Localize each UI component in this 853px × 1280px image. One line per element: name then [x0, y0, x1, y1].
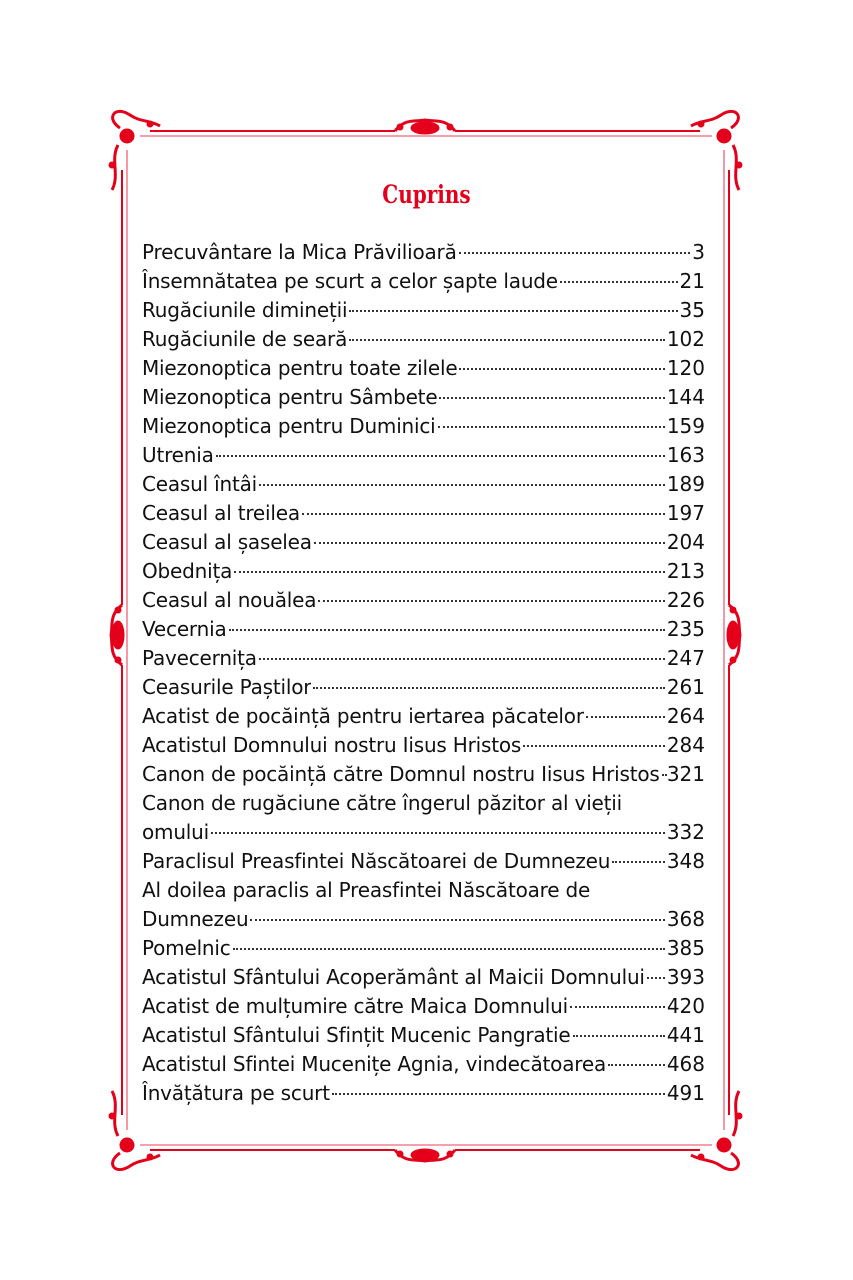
toc-entry-title: Acatistul Sfântului Acoperământ al Maicii Domnului: [142, 965, 645, 989]
toc-entry-page: 120: [666, 356, 705, 380]
toc-entry-title: Canon de pocăință către Domnul nostru Iisus Hristos: [142, 762, 660, 786]
dot-leader: [314, 542, 665, 544]
toc-entry-title-line1: Al doilea paraclis al Preasfintei Născătoare de: [142, 878, 591, 902]
toc-entry-title: Paraclisul Preasfintei Născătoarei de Dumnezeu: [142, 849, 611, 873]
toc-entry-page: 235: [666, 617, 705, 641]
toc-entry-page: 102: [666, 327, 705, 351]
dot-leader: [349, 310, 677, 312]
toc-entry-page: 163: [666, 443, 705, 467]
left-center-ornament: [111, 605, 124, 665]
corner-ornament-top-right: [691, 111, 742, 190]
dot-leader: [349, 339, 665, 341]
toc-entry-first-line[interactable]: [142, 876, 705, 905]
toc-entry-page: 441: [666, 1023, 705, 1047]
toc-entry-title: Pomelnic: [142, 936, 231, 960]
toc-entry[interactable]: [142, 1050, 705, 1079]
toc-entry-title: Acatist de pocăință pentru iertarea păcatelor: [142, 704, 584, 728]
toc-entry[interactable]: [142, 470, 705, 499]
dot-leader: [438, 426, 665, 428]
toc-entry-page: 348: [666, 849, 705, 873]
toc-entry-title: Precuvântare la Mica Prăvilioară: [142, 240, 457, 264]
toc-entry-page: 385: [666, 936, 705, 960]
table-of-contents: [142, 238, 705, 1108]
toc-entry-page: 332: [666, 820, 705, 844]
toc-entry-page: 226: [666, 588, 705, 612]
corner-ornament-top-left: [109, 111, 160, 190]
dot-leader: [523, 745, 665, 747]
toc-entry[interactable]: [142, 963, 705, 992]
toc-entry[interactable]: [142, 1021, 705, 1050]
toc-entry-title: Acatist de mulțumire către Maica Domnului: [142, 994, 568, 1018]
toc-entry-page: 261: [666, 675, 705, 699]
toc-entry-title: Rugăciunile dimineții: [142, 298, 348, 322]
dot-leader: [302, 513, 665, 515]
toc-entry-title: Învățătura pe scurt: [142, 1081, 330, 1105]
toc-entry-page: 3: [692, 240, 705, 264]
toc-entry[interactable]: [142, 615, 705, 644]
toc-entry-title: Utrenia: [142, 443, 214, 467]
toc-entry[interactable]: [142, 296, 705, 325]
dot-leader: [608, 1064, 665, 1066]
page-title: Cuprins: [382, 180, 471, 209]
toc-entry-page: 159: [666, 414, 705, 438]
toc-entry[interactable]: [142, 383, 705, 412]
toc-entry-page: 247: [666, 646, 705, 670]
dot-leader: [459, 252, 691, 254]
dot-leader: [459, 368, 664, 370]
toc-entry-page: 213: [666, 559, 705, 583]
toc-entry[interactable]: [142, 905, 705, 934]
toc-entry-page: 197: [666, 501, 705, 525]
toc-entry[interactable]: [142, 702, 705, 731]
dot-leader: [313, 687, 665, 689]
toc-entry-title: omului: [142, 820, 209, 844]
right-center-ornament: [727, 605, 740, 665]
toc-entry[interactable]: [142, 354, 705, 383]
dot-leader: [662, 774, 665, 776]
dot-leader: [250, 919, 664, 921]
toc-entry[interactable]: [142, 267, 705, 296]
dot-leader: [560, 281, 678, 283]
toc-entry-title: Pavecernița: [142, 646, 257, 670]
toc-entry[interactable]: [142, 528, 705, 557]
toc-entry[interactable]: [142, 238, 705, 267]
toc-entry-first-line[interactable]: [142, 789, 705, 818]
toc-entry-page: 321: [666, 762, 705, 786]
toc-entry-title: Rugăciunile de seară: [142, 327, 348, 351]
bottom-center-ornament: [395, 1149, 455, 1161]
toc-entry-title: Ceasurile Paștilor: [142, 675, 312, 699]
toc-entry-title: Obednița: [142, 559, 233, 583]
toc-entry[interactable]: [142, 818, 705, 847]
dot-leader: [439, 397, 664, 399]
toc-entry-page: 420: [666, 994, 705, 1018]
toc-entry-title: Miezonoptica pentru toate zilele: [142, 356, 458, 380]
toc-entry[interactable]: [142, 1079, 705, 1108]
dot-leader: [216, 455, 665, 457]
toc-entry-title: Ceasul al șaselea: [142, 530, 312, 554]
toc-entry[interactable]: [142, 847, 705, 876]
toc-entry-page: 21: [679, 269, 705, 293]
toc-entry-title: Ceasul întâi: [142, 472, 258, 496]
toc-entry-page: 284: [666, 733, 705, 757]
dot-leader: [586, 716, 665, 718]
toc-entry-title: Ceasul al treilea: [142, 501, 300, 525]
toc-entry-title: Miezonoptica pentru Duminici: [142, 414, 436, 438]
toc-entry[interactable]: [142, 557, 705, 586]
dot-leader: [332, 1093, 665, 1095]
dot-leader: [570, 1006, 665, 1008]
toc-entry[interactable]: [142, 325, 705, 354]
toc-entry-page: 393: [666, 965, 705, 989]
dot-leader: [233, 948, 665, 950]
toc-entry-title: Acatistul Sfântului Sfințit Mucenic Pangratie: [142, 1023, 571, 1047]
toc-entry-title: Acatistul Domnului nostru Iisus Hristos: [142, 733, 522, 757]
toc-entry[interactable]: [142, 644, 705, 673]
toc-entry-page: 264: [666, 704, 705, 728]
toc-entry[interactable]: [142, 992, 705, 1021]
toc-entry[interactable]: [142, 673, 705, 702]
toc-entry-page: 368: [666, 907, 705, 931]
toc-entry[interactable]: [142, 412, 705, 441]
toc-entry[interactable]: [142, 441, 705, 470]
toc-entry-page: 468: [666, 1052, 705, 1076]
dot-leader: [259, 658, 665, 660]
toc-entry[interactable]: [142, 731, 705, 760]
toc-entry-title: Însemnătatea pe scurt a celor șapte laude: [142, 269, 558, 293]
toc-entry-title-line1: Canon de rugăciune către îngerul păzitor al vieții: [142, 791, 623, 815]
dot-leader: [229, 629, 665, 631]
top-center-ornament: [395, 120, 455, 134]
toc-entry-title: Acatistul Sfintei Mucenițe Agnia, vindecătoarea: [142, 1052, 607, 1076]
dot-leader: [318, 600, 665, 602]
toc-entry-page: 189: [666, 472, 705, 496]
toc-entry[interactable]: [142, 934, 705, 963]
toc-entry[interactable]: [142, 760, 705, 789]
toc-entry-title: Miezonoptica pentru Sâmbete: [142, 385, 438, 409]
toc-entry-page: 144: [666, 385, 705, 409]
dot-leader: [259, 484, 665, 486]
dot-leader: [647, 977, 665, 979]
toc-entry[interactable]: [142, 586, 705, 615]
toc-entry-page: 35: [679, 298, 705, 322]
toc-entry-title: Vecernia: [142, 617, 227, 641]
toc-entry-page: 204: [666, 530, 705, 554]
toc-entry-page: 491: [666, 1081, 705, 1105]
dot-leader: [211, 832, 665, 834]
toc-entry-title: Ceasul al nouălea: [142, 588, 317, 612]
dot-leader: [573, 1035, 665, 1037]
toc-entry[interactable]: [142, 499, 705, 528]
dot-leader: [612, 861, 665, 863]
dot-leader: [234, 571, 665, 573]
toc-entry-title: Dumnezeu: [142, 907, 249, 931]
